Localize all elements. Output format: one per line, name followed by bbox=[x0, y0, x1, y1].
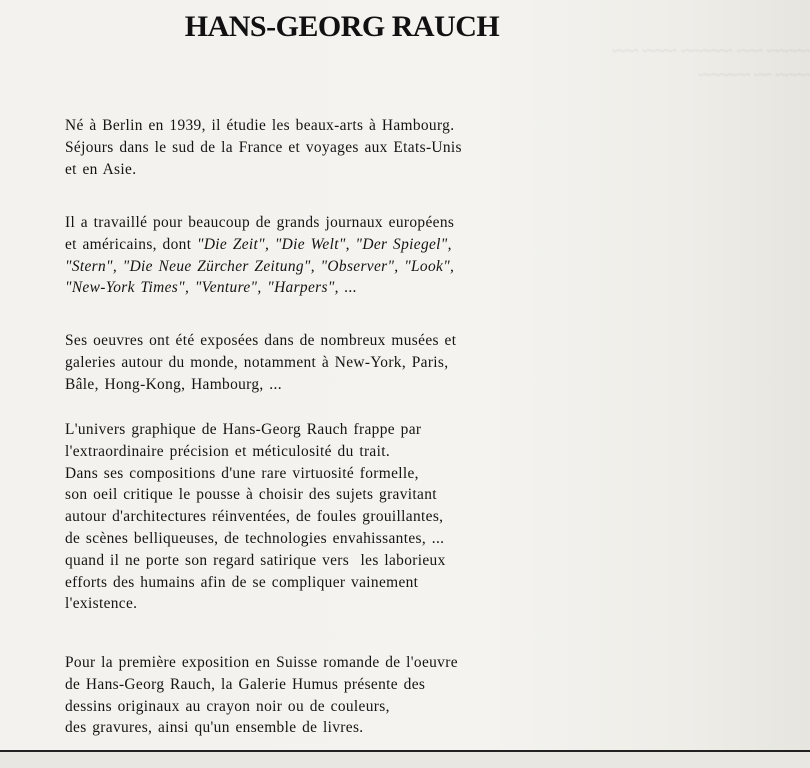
text-line: Bâle, Hong-Kong, Hambourg, ... bbox=[65, 375, 282, 393]
text-line: galeries autour du monde, notamment à New-York, Paris, bbox=[65, 353, 449, 371]
text-line: autour d'architectures réinventées, de foules grouillantes, bbox=[65, 508, 444, 526]
text-line: l'existence. bbox=[65, 595, 138, 613]
text-line: Séjours dans le sud de la France et voyages aux Etats-Unis bbox=[65, 138, 462, 156]
text-line: quand il ne porte son regard satirique vers les laborieux bbox=[65, 551, 446, 569]
newspaper-names: "New-York Times", "Venture", "Harpers", ... bbox=[65, 279, 358, 297]
text-line: Né à Berlin en 1939, il étudie les beaux-arts à Hambourg. bbox=[65, 117, 455, 134]
paragraph-biography bbox=[65, 115, 462, 180]
text-line: dessins originaux au crayon noir ou de couleurs, bbox=[65, 697, 390, 715]
text-line: et en Asie. bbox=[65, 160, 137, 178]
text-line: son oeil critique le pousse à choisir des sujets gravitant bbox=[65, 486, 437, 504]
text-line: des gravures, ainsi qu'un ensemble de livres. bbox=[65, 719, 364, 737]
document-title: HANS-GEORG RAUCH bbox=[184, 10, 500, 43]
show-through-text: ~~~~~ ~~~ ~~~~~~ ~~~~ ~~~ ~~~~ ~~ ~~~~~~ bbox=[612, 43, 810, 84]
text-fragment: et américains, dont bbox=[65, 235, 192, 253]
paragraph-newspapers bbox=[65, 212, 454, 299]
text-line: Pour la première exposition en Suisse romande de l'oeuvre bbox=[65, 654, 458, 671]
paragraph-graphic-universe bbox=[65, 419, 446, 615]
newspaper-names: "Stern", "Die Neue Zürcher Zeitung", "Observer", "Look", bbox=[65, 257, 455, 275]
text-line bbox=[65, 234, 454, 256]
text-line: de scènes belliqueuses, de technologies envahissantes, ... bbox=[65, 529, 445, 547]
text-line: Ses oeuvres ont été exposées dans de nombreux musées et bbox=[65, 332, 457, 349]
text-line: de Hans-Georg Rauch, la Galerie Humus présente des bbox=[65, 675, 426, 693]
newspaper-names: "Die Zeit", "Die Welt", "Der Spiegel", bbox=[197, 235, 452, 253]
text-line: l'extraordinaire précision et méticulosité du trait. bbox=[65, 442, 391, 460]
paragraph-exhibitions bbox=[65, 330, 456, 395]
text-line: Dans ses compositions d'une rare virtuosité formelle, bbox=[65, 464, 419, 482]
text-line: Il a travaillé pour beaucoup de grands journaux européens bbox=[65, 214, 455, 231]
text-line: efforts des humains afin de se compliquer vainement bbox=[65, 573, 419, 591]
paragraph-exhibition-announcement bbox=[65, 652, 458, 739]
page-bottom-margin bbox=[0, 752, 810, 768]
text-line: L'univers graphique de Hans-Georg Rauch frappe par bbox=[65, 421, 422, 438]
